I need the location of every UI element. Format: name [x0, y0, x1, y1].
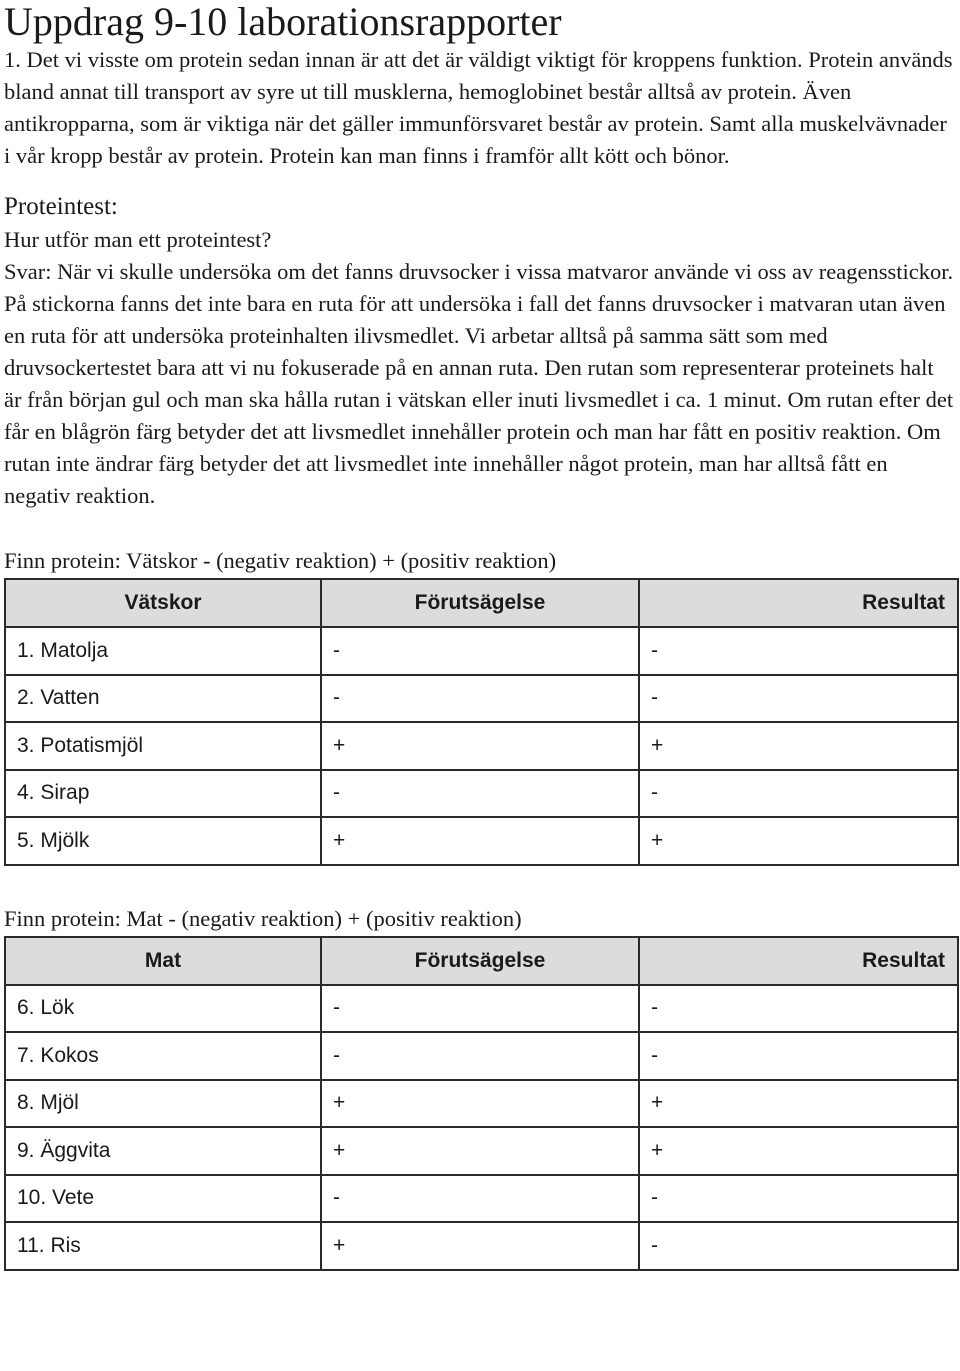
table-row	[5, 817, 958, 865]
column-header: Mat	[5, 937, 321, 985]
table-cell: 9. Äggvita	[5, 1127, 321, 1175]
table-row	[5, 1127, 958, 1175]
table-cell: 11. Ris	[5, 1222, 321, 1270]
table-cell: -	[639, 1222, 958, 1270]
table-cell: -	[321, 985, 639, 1033]
table-cell: +	[321, 722, 639, 770]
table-cell: 3. Potatismjöl	[5, 722, 321, 770]
document-page	[4, 0, 956, 1271]
page-title: Uppdrag 9-10 laborationsrapporter	[4, 0, 562, 44]
table1-caption: Finn protein: Vätskor - (negativ reaktion) + (positiv reaktion)	[4, 548, 557, 573]
column-header: Förutsägelse	[321, 937, 639, 985]
table-row	[5, 985, 958, 1033]
column-header: Förutsägelse	[321, 579, 639, 627]
table-cell: 1. Matolja	[5, 627, 321, 675]
table-cell: -	[639, 1032, 958, 1080]
proteintest-heading: Proteintest:	[4, 193, 118, 220]
table-cell: 5. Mjölk	[5, 817, 321, 865]
table-cell: 2. Vatten	[5, 675, 321, 723]
table-cell: -	[321, 1175, 639, 1223]
table-cell: 6. Lök	[5, 985, 321, 1033]
table-cell: -	[639, 627, 958, 675]
table-cell: +	[639, 722, 958, 770]
table-row	[5, 1175, 958, 1223]
table-header-row	[5, 579, 958, 627]
table-cell: +	[321, 1222, 639, 1270]
table-cell: -	[639, 985, 958, 1033]
column-header: Resultat	[639, 579, 958, 627]
table-cell: +	[321, 1127, 639, 1175]
table-row	[5, 627, 958, 675]
intro-paragraph: 1. Det vi visste om protein sedan innan är att det är väldigt viktigt för kroppens funktion. Protein används bland annat till transport av syre ut till musklerna, hemoglobinet består alltså av protein. Även antikropparna, som är viktiga när det gäller immunförsvaret består av protein. Samt alla muskelvävnader i vår kropp består av protein. Protein kan man finns i framför allt kött och bönor.	[4, 47, 953, 168]
table-row	[5, 675, 958, 723]
table-cell: -	[639, 1175, 958, 1223]
table-cell: -	[639, 770, 958, 818]
table-row	[5, 1032, 958, 1080]
table-cell: +	[639, 1080, 958, 1128]
liquids-table	[4, 578, 959, 866]
table2-caption: Finn protein: Mat - (negativ reaktion) + (positiv reaktion)	[4, 905, 522, 931]
table-cell: 10. Vete	[5, 1175, 321, 1223]
table-row	[5, 770, 958, 818]
table-cell: +	[321, 817, 639, 865]
table-cell: +	[639, 1127, 958, 1175]
table-row	[5, 1080, 958, 1128]
table-cell: +	[321, 1080, 639, 1128]
table-row	[5, 1222, 958, 1270]
proteintest-answer: Svar: När vi skulle undersöka om det fanns druvsocker i vissa matvaror använde vi oss av reagensstickor. På stickorna fanns det inte bara en ruta för att undersöka i fall det fanns druvsocker i matvaran utan även en ruta för att undersöka proteinhalten ilivsmedlet. Vi arbetar alltså på samma sätt som med druvsockertestet bara att vi nu fokuserade på en annan ruta. Den rutan som representerar proteinets halt är från början gul och man ska hålla rutan i vätskan eller inuti livsmedlet i ca. 1 minut. Om rutan efter det får en blågrön färg betyder det att livsmedlet innehåller protein och man har fått en positiv reaktion. Om rutan inte ändrar färg betyder det att livsmedlet inte innehåller något protein, man har alltså fått en negativ reaktion.	[4, 259, 954, 508]
food-table	[4, 936, 959, 1271]
column-header: Vätskor	[5, 579, 321, 627]
table-cell: -	[321, 1032, 639, 1080]
table-cell: -	[321, 675, 639, 723]
table-cell: -	[639, 675, 958, 723]
table-header-row	[5, 937, 958, 985]
table-row	[5, 722, 958, 770]
table-cell: 4. Sirap	[5, 770, 321, 818]
proteintest-question: Hur utför man ett proteintest?	[4, 227, 272, 252]
table-cell: 7. Kokos	[5, 1032, 321, 1080]
table-cell: 8. Mjöl	[5, 1080, 321, 1128]
column-header: Resultat	[639, 937, 958, 985]
table-cell: +	[639, 817, 958, 865]
table-cell: -	[321, 770, 639, 818]
table-cell: -	[321, 627, 639, 675]
